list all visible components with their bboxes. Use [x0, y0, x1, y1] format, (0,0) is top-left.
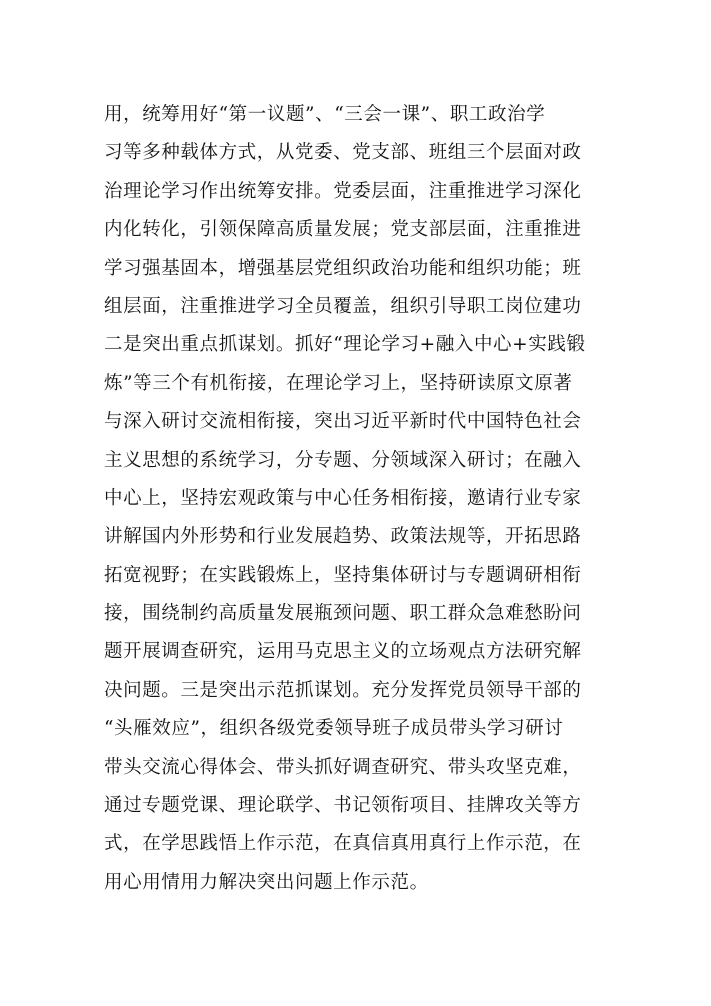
text-line: 带头交流心得体会、带头抓好调查研究、带头攻坚克难，: [104, 756, 582, 778]
text-line: 内化转化，引领保障高质量发展；党支部层面，注重推进: [104, 219, 582, 241]
text-line: 用心用情用力解决突出问题上作示范。: [104, 871, 429, 893]
body-text: [104, 96, 624, 902]
text-line: 题开展调查研究，运用马克思主义的立场观点方法研究解: [104, 641, 582, 663]
text-line: 主义思想的系统学习，分专题、分领域深入研讨；在融入: [104, 449, 582, 471]
text-line: 炼”等三个有机衔接，在理论学习上，坚持研读原文原著: [104, 372, 573, 394]
text-line: 治理论学习作出统筹安排。党委层面，注重推进学习深化: [104, 180, 582, 202]
text-line: 与深入研讨交流相衔接，突出习近平新时代中国特色社会: [104, 411, 582, 433]
text-line: 二是突出重点抓谋划。抓好“理论学习+融入中心+实践锻: [104, 334, 586, 356]
text-line: 中心上，坚持宏观政策与中心任务相衔接，邀请行业专家: [104, 487, 582, 509]
text-line: 决问题。三是突出示范抓谋划。充分发挥党员领导干部的: [104, 679, 582, 701]
text-line: 讲解国内外形势和行业发展趋势、政策法规等，开拓思路: [104, 526, 582, 548]
text-line: “头雁效应”，组织各级党委领导班子成员带头学习研讨: [104, 718, 564, 740]
text-line: 通过专题党课、理论联学、书记领衔项目、挂牌攻关等方: [104, 795, 582, 817]
text-line: 组层面，注重推进学习全员覆盖，组织引导职工岗位建功: [104, 295, 582, 317]
text-line: 习等多种载体方式，从党委、党支部、班组三个层面对政: [104, 142, 582, 164]
text-line: 拓宽视野；在实践锻炼上，坚持集体研讨与专题调研相衔: [104, 564, 582, 586]
text-line: 接，围绕制约高质量发展瓶颈问题、职工群众急难愁盼问: [104, 603, 582, 625]
text-line: 式，在学思践悟上作示范，在真信真用真行上作示范，在: [104, 833, 582, 855]
text-line: 学习强基固本，增强基层党组织政治功能和组织功能；班: [104, 257, 582, 279]
text-line: 用，统筹用好“第一议题”、“三会一课”、职工政治学: [104, 104, 546, 125]
